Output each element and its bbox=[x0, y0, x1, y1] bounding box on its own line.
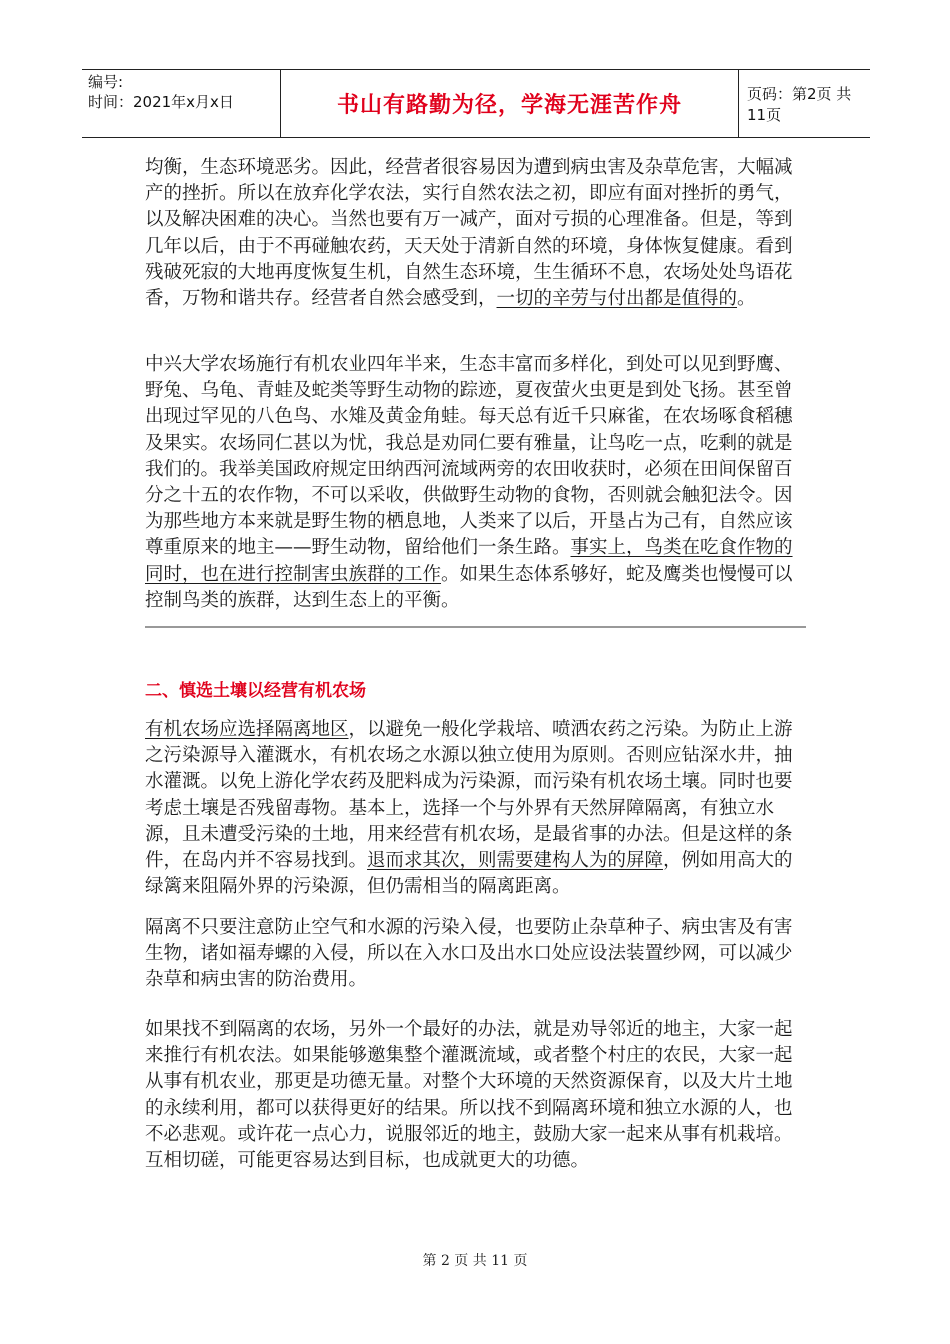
text-segment: 。 bbox=[737, 288, 756, 310]
underlined-text: 退而求其次，则需要建构人为的屏障 bbox=[367, 850, 664, 872]
page-footer: 第 2 页 共 11 页 bbox=[422, 1253, 528, 1269]
paragraph-5: 如果找不到隔离的农场，另外一个最好的办法，就是劝导邻近的地主，大家一起来推行有机农法。如果能够邀集整个灌溉流域，或者整个村庄的农民，大家一起从事有机农业，那更是功德无量。对整个大环境的天然资源保育，以及大片土地的永续利用，都可以获得更好的结果。所以找不到隔离环境和独立水源的人，也不必悲观。或许花一点心力，说服邻近的地主，鼓励大家一起来从事有机栽培。互相切磋，可能更容易达到目标，也成就更大的功德。 bbox=[145, 1019, 793, 1172]
underlined-text: 有机农场应选择隔离地区 bbox=[145, 719, 349, 740]
section-divider bbox=[145, 626, 806, 628]
text-segment: ，例如用高大的绿篱来阻隔外界的污染源，但仍需相当的隔离距离。 bbox=[145, 850, 793, 898]
header-motto: 书山有路勤为径，学海无涯苦作舟 bbox=[281, 70, 739, 137]
text-segment: ，以避免一般化学栽培、喷洒农药之污染。为防止上游之污染源导入灌溉水，有机农场之水源以独立使用为原则。否则应钻深水井，抽水灌溉。以免上游化学农药及肥料成为污染源，而污染有机农场土壤。同时也要考虑土壤是否残留毒物。基本上，选择一个与外界有天然屏障隔离，有独立水源，且未遭受污染的土地，用来经营有机农场，是最省事的办法。但是这样的条件，在岛内并不容易找到。 bbox=[145, 719, 793, 872]
underlined-text: 一切的辛劳与付出都是值得的 bbox=[496, 288, 738, 310]
paragraph-3 bbox=[145, 717, 810, 900]
paragraph-4: 隔离不只要注意防止空气和水源的污染入侵，也要防止杂草种子、病虫害及有害生物，诸如福寿螺的入侵，所以在入水口及出水口处应设法装置纱网，可以减少杂草和病虫害的防治费用。 bbox=[145, 917, 793, 991]
header-page-info: 页码：第2页 共11页 bbox=[747, 84, 852, 124]
section-heading: 二、慎选土壤以经营有机农场 bbox=[145, 681, 366, 701]
text-segment: 。如果生态体系够好，蛇及鹰类也慢慢可以控制鸟类的族群，达到生态上的平衡。 bbox=[145, 563, 793, 611]
paragraph-1 bbox=[145, 155, 810, 312]
serial-label: 编号: bbox=[88, 73, 124, 91]
page-header bbox=[82, 69, 870, 138]
header-meta bbox=[82, 70, 281, 137]
text-segment: 中兴大学农场施行有机农业四年半来，生态丰富而多样化，到处可以见到野鹰、野兔、乌龟、青蛙及蛇类等野生动物的踪迹，夏夜萤火虫更是到处飞扬。甚至曾出现过罕见的八色鸟、水雉及黄金角蛙。每天总有近千只麻雀，在农场啄食稻穗及果实。农场同仁甚以为忧，我总是劝同仁要有雅量，让鸟吃一点，吃剩的就是我们的。我举美国政府规定田纳西河流域两旁的农田收获时，必须在田间保留百分之十五的农作物，不可以采收，供做野生动物的食物，否则就会触犯法令。因为那些地方本来就是野生物的栖息地，人类来了以后，开垦占为己有，自然应该尊重原来的地主——野生动物，留给他们一条生路。 bbox=[145, 354, 793, 559]
date-label: 时间：2021年x月x日 bbox=[88, 93, 234, 111]
paragraph-2 bbox=[145, 352, 810, 614]
underlined-text: 事实上，鸟类在吃食作物的同时，也在进行控制害虫族群的工作 bbox=[145, 537, 793, 585]
text-segment: 均衡，生态环境恶劣。因此，经营者很容易因为遭到病虫害及杂草危害，大幅减产的挫折。所以在放弃化学农法，实行自然农法之初，即应有面对挫折的勇气，以及解决困难的决心。当然也要有万一减产，面对亏损的心理准备。但是，等到几年以后，由于不再碰触农药，天天处于清新自然的环境，身体恢复健康。看到残破死寂的大地再度恢复生机，自然生态环境，生生循环不息，农场处处鸟语花香，万物和谐共存。经营者自然会感受到， bbox=[145, 157, 793, 310]
